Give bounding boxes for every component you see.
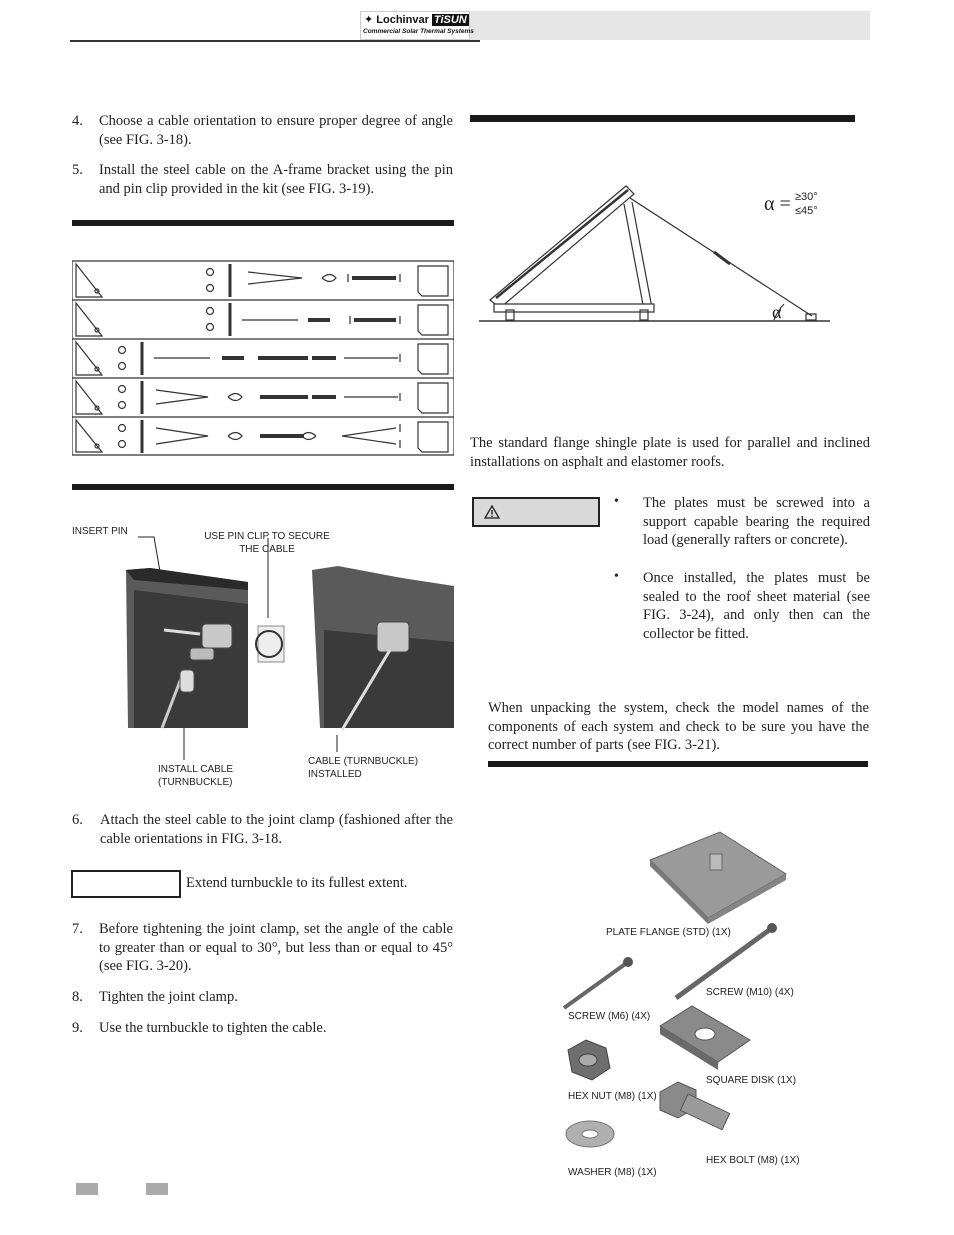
cable-angle-diagram [474,180,854,340]
step-4: 4. Choose a cable orientation to ensure proper degree of angle (see FIG. 3-18). [72,113,453,148]
step-6: 6. Attach the steel cable to the joint clamp (fashioned after the cable orientations in FIG. 3-18. [72,812,453,847]
note-text: Extend turnbuckle to its fullest extent. [186,875,408,891]
fig18-rule [72,220,454,226]
hex-nut-label: HEX NUT (M8) (1X) [568,1091,657,1102]
alpha-eq-label: α = [764,193,791,215]
install-cable-label: INSTALL CABLE (TURNBUCKLE) [158,764,234,788]
brand-sub: TiSUN [433,14,467,26]
cable-orientation-diagram [72,260,454,456]
screw-m6-label: SCREW (M6) (4X) [568,1011,651,1022]
cable-orientation-table [72,260,454,456]
min-angle-label: ≥30° [795,191,818,203]
fig20-rule [470,115,855,122]
washer-label: WASHER (M8) (1X) [568,1167,657,1178]
warning-bullet-1: • The plates must be screwed into a support capable bearing the required load (generally rafters or concrete). [614,494,870,549]
max-angle-label: ≤45° [795,205,818,217]
step-9: 9. Use the turnbuckle to tighten the cable. [72,1020,327,1036]
footer-section-block [146,1183,168,1195]
warning-box [472,497,600,527]
brand-name: Lochinvar [376,14,429,26]
brand-logo [360,11,474,40]
square-disk-label: SQUARE DISK (1X) [706,1075,797,1086]
plate-flange-label: PLATE FLANGE (STD) (1X) [606,927,731,938]
insert-pin-label: INSERT PIN [72,526,128,537]
warning-triangle-icon [484,505,500,519]
cable-installed-label: CABLE (TURNBUCKLE) INSTALLED [308,756,419,780]
pin-clip-label: USE PIN CLIP TO SECURE THE CABLE [204,531,330,555]
brand-tagline: Commercial Solar Thermal Systems [363,28,474,35]
warning-bullet-2: • Once installed, the plates must be sealed to the roof sheet material (see FIG. 3-24), and only then can the collector be fitted. [614,569,870,642]
note-box [71,870,181,898]
header-underline [70,40,480,42]
unpack-paragraph: When unpacking the system, check the model names of the components of each system and check to be sure you have the correct number of parts (see FIG. 3-21). [488,700,869,754]
step-8: 8. Tighten the joint clamp. [72,989,238,1005]
screw-m10-label: SCREW (M10) (4X) [706,987,794,998]
step-7: 7. Before tightening the joint clamp, set the angle of the cable to greater than or equal to 30°, but less than or equal to 45° (see FIG. 3-20). [72,921,453,975]
parts-illustration [540,820,800,1180]
fig21-rule [488,761,868,767]
logo-mark-icon: ✦ [364,14,374,26]
flange-intro: The standard flange shingle plate is used for parallel and inclined installations on asphalt and elastomer roofs. [470,435,870,470]
fig19-rule [72,484,454,490]
step-5: 5. Install the steel cable on the A-frame bracket using the pin and pin clip provided in the kit (see FIG. 3-19). [72,162,453,197]
alpha-label: α [772,302,782,322]
footer-page-block [76,1183,98,1195]
cable-installation-illustration [72,530,454,770]
hex-bolt-label: HEX BOLT (M8) (1X) [706,1155,800,1166]
